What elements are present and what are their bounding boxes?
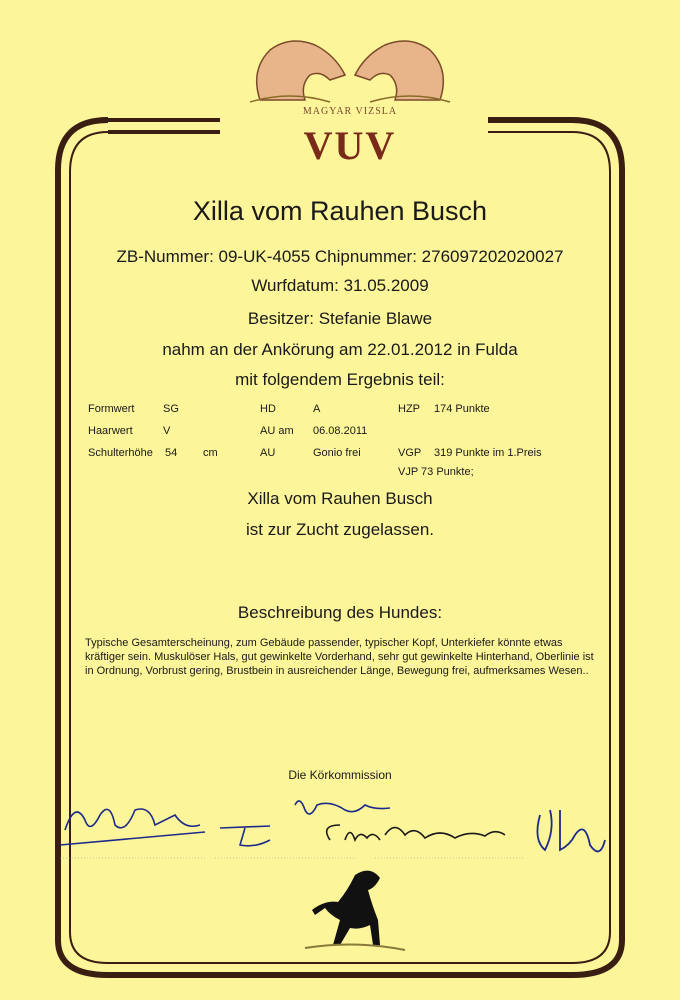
logo-small-text: MAGYAR VIZSLA [302, 106, 398, 117]
vgp-value: 319 Punkte im 1.Preis [434, 447, 542, 459]
vizsla-logo [230, 30, 470, 168]
formwert-label: Formwert [88, 403, 135, 415]
declaration-status: ist zur Zucht zugelassen. [245, 520, 435, 539]
hd-value: A [313, 403, 321, 415]
au-date-label: AU am [260, 425, 294, 437]
ergebnis-line: mit folgendem Ergebnis teil: [235, 370, 445, 389]
vgp-label: VGP [398, 447, 422, 459]
zb-chip-line: ZB-Nummer: 09-UK-4055 Chipnummer: 276097202020027 [116, 247, 564, 266]
dog-heads-icon [230, 30, 470, 110]
haarwert-value: V [163, 425, 171, 437]
hzp-label: HZP [398, 403, 420, 415]
hd-label: HD [260, 403, 276, 415]
signature-1 [60, 809, 205, 845]
schulterhoehe-label: Schulterhöhe [88, 447, 153, 459]
vjp-text: VJP 73 Punkte; [398, 466, 474, 478]
hzp-value: 174 Punkte [434, 403, 490, 415]
au-value: Gonio frei [313, 447, 361, 459]
formwert-value: SG [163, 403, 179, 415]
committee-label: Die Körkommission [288, 768, 392, 782]
au-label: AU [260, 447, 276, 459]
declaration-name: Xilla vom Rauhen Busch [247, 489, 433, 508]
ankoerung-line: nahm an der Ankörung am 22.01.2012 in Fulda [162, 340, 518, 359]
wurfdatum-line: Wurfdatum: 31.05.2009 [251, 276, 429, 295]
signature-2 [220, 801, 390, 846]
signature-3 [327, 825, 505, 840]
haarwert-label: Haarwert [88, 425, 133, 437]
description-body: Typische Gesamterscheinung, zum Gebäude passender, typischer Kopf, Unterkiefer könnte etwas kräftiger sein. Muskulöser Hals, gut gewinkelte Vorderhand, sehr gut gewinkelte Hinterhand, Oberlinie ist in Ordnung, Vorbrust gering, Brustbein in ausreichender Länge, Bewegung frei, aufmerksames Wesen.. [85, 637, 594, 677]
hunting-dog-icon [300, 860, 410, 960]
logo-big-text: VUV [303, 123, 397, 168]
schulterhoehe-unit: cm [203, 447, 218, 459]
description-heading: Beschreibung des Hundes: [237, 603, 443, 622]
signature-4 [537, 810, 605, 851]
besitzer-line: Besitzer: Stefanie Blawe [247, 309, 433, 328]
schulterhoehe-value: 54 [165, 447, 178, 459]
au-date-value: 06.08.2011 [313, 425, 368, 437]
dog-name-title: Xilla vom Rauhen Busch [192, 196, 488, 226]
